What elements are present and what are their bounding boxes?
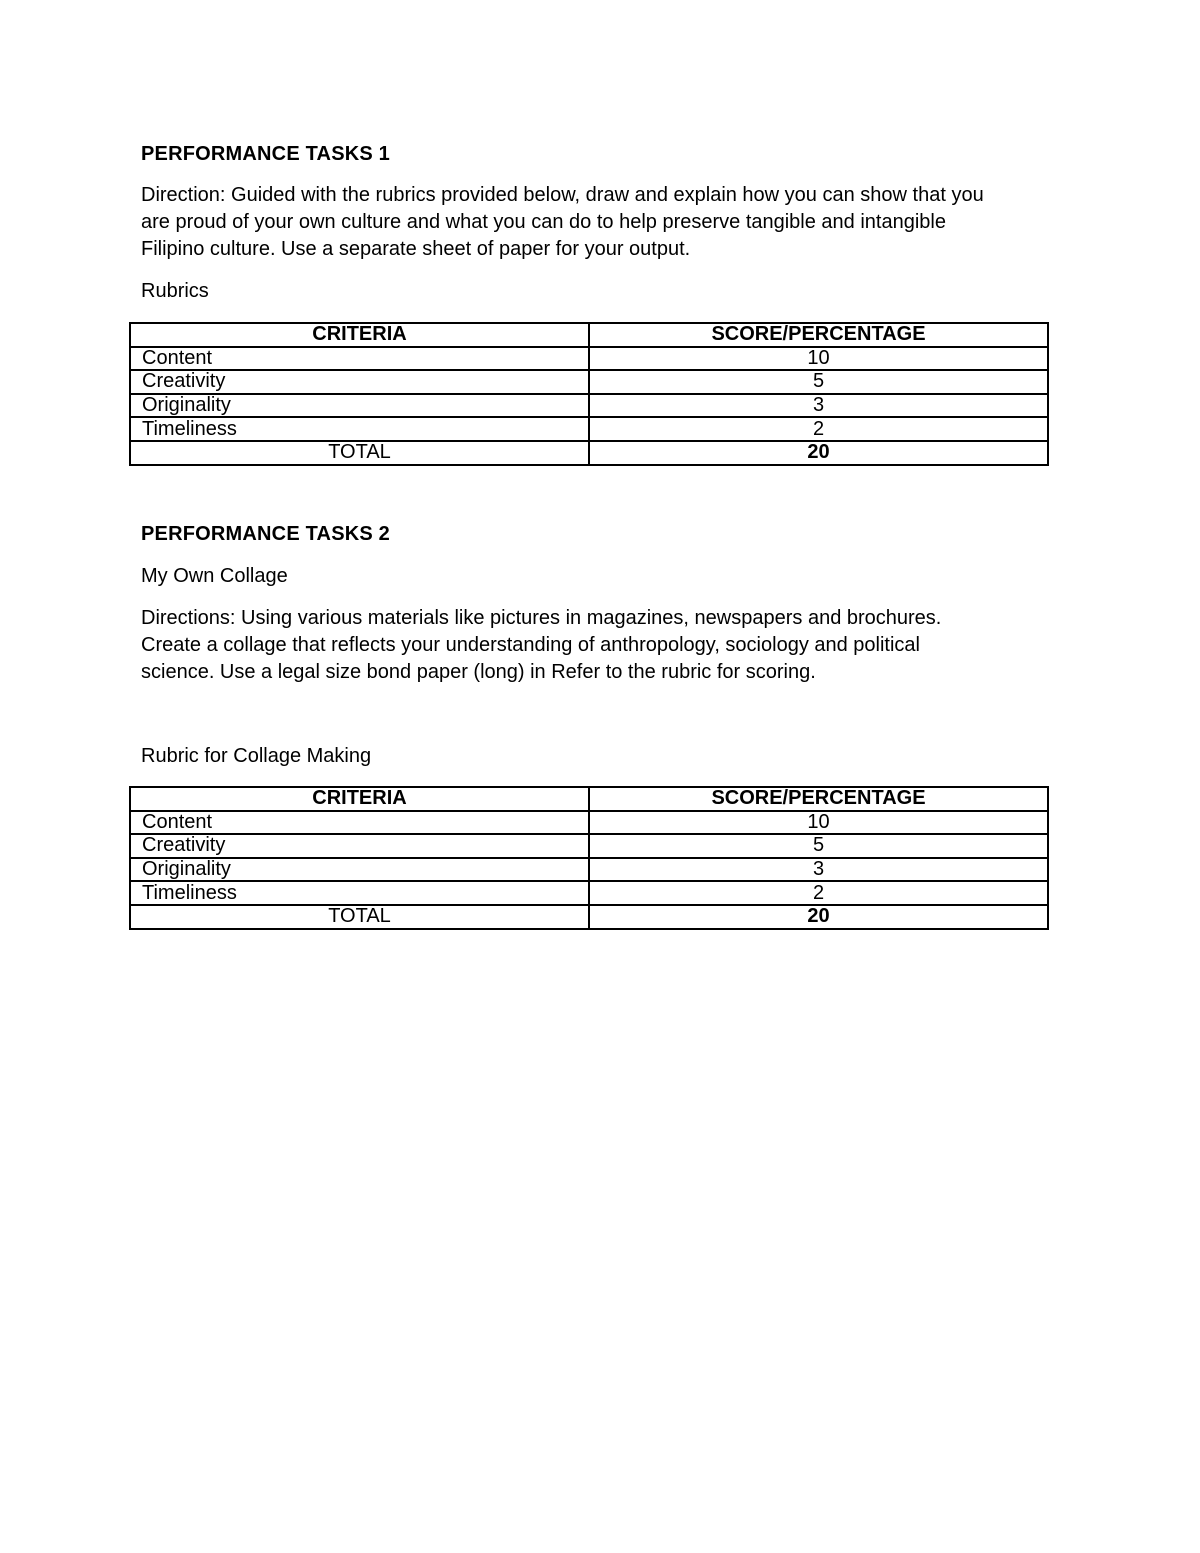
score-cell: 2 bbox=[589, 881, 1048, 905]
criteria-cell: Timeliness bbox=[130, 417, 589, 441]
table-row bbox=[130, 417, 1048, 441]
criteria-cell: Content bbox=[130, 811, 589, 835]
task1-direction bbox=[141, 182, 1061, 263]
table-row bbox=[130, 394, 1048, 418]
total-label: TOTAL bbox=[130, 905, 589, 929]
task2-direction-line: science. Use a legal size bond paper (long) in Refer to the rubric for scoring. bbox=[141, 661, 816, 683]
score-cell: 10 bbox=[589, 347, 1048, 371]
task1-direction-line: Filipino culture. Use a separate sheet of paper for your output. bbox=[141, 238, 691, 260]
score-cell: 3 bbox=[589, 858, 1048, 882]
total-value: 20 bbox=[589, 905, 1048, 929]
task2-rubric-label: Rubric for Collage Making bbox=[141, 745, 372, 767]
table-row bbox=[130, 347, 1048, 371]
table-row bbox=[130, 811, 1048, 835]
score-cell: 5 bbox=[589, 370, 1048, 394]
score-header: SCORE/PERCENTAGE bbox=[589, 787, 1048, 811]
table-header-row bbox=[130, 787, 1048, 811]
task2-direction-line: Create a collage that reflects your understanding of anthropology, sociology and political bbox=[141, 634, 920, 656]
total-value: 20 bbox=[589, 441, 1048, 465]
criteria-cell: Content bbox=[130, 347, 589, 371]
score-cell: 5 bbox=[589, 834, 1048, 858]
criteria-header: CRITERIA bbox=[130, 323, 589, 347]
task2-heading: PERFORMANCE TASKS 2 bbox=[141, 523, 391, 545]
criteria-cell: Creativity bbox=[130, 834, 589, 858]
criteria-cell: Originality bbox=[130, 858, 589, 882]
score-header: SCORE/PERCENTAGE bbox=[589, 323, 1048, 347]
criteria-cell: Creativity bbox=[130, 370, 589, 394]
table-total-row bbox=[130, 441, 1048, 465]
task1-direction-line: are proud of your own culture and what you can do to help preserve tangible and intangible bbox=[141, 211, 946, 233]
criteria-header: CRITERIA bbox=[130, 787, 589, 811]
task1-rubric-label: Rubrics bbox=[141, 280, 209, 302]
task1-rubric-table bbox=[129, 322, 1049, 466]
table-row bbox=[130, 881, 1048, 905]
task2-direction bbox=[141, 605, 1061, 686]
task2-subtitle: My Own Collage bbox=[141, 565, 288, 587]
table-row bbox=[130, 858, 1048, 882]
criteria-cell: Timeliness bbox=[130, 881, 589, 905]
task1-direction-line: Direction: Guided with the rubrics provided below, draw and explain how you can show that you bbox=[141, 184, 984, 206]
table-row bbox=[130, 834, 1048, 858]
criteria-cell: Originality bbox=[130, 394, 589, 418]
task1-heading: PERFORMANCE TASKS 1 bbox=[141, 143, 391, 165]
score-cell: 10 bbox=[589, 811, 1048, 835]
total-label: TOTAL bbox=[130, 441, 589, 465]
task2-rubric-table bbox=[129, 786, 1049, 930]
score-cell: 3 bbox=[589, 394, 1048, 418]
task2-direction-line: Directions: Using various materials like pictures in magazines, newspapers and brochures. bbox=[141, 607, 942, 629]
table-total-row bbox=[130, 905, 1048, 929]
table-row bbox=[130, 370, 1048, 394]
score-cell: 2 bbox=[589, 417, 1048, 441]
table-header-row bbox=[130, 323, 1048, 347]
